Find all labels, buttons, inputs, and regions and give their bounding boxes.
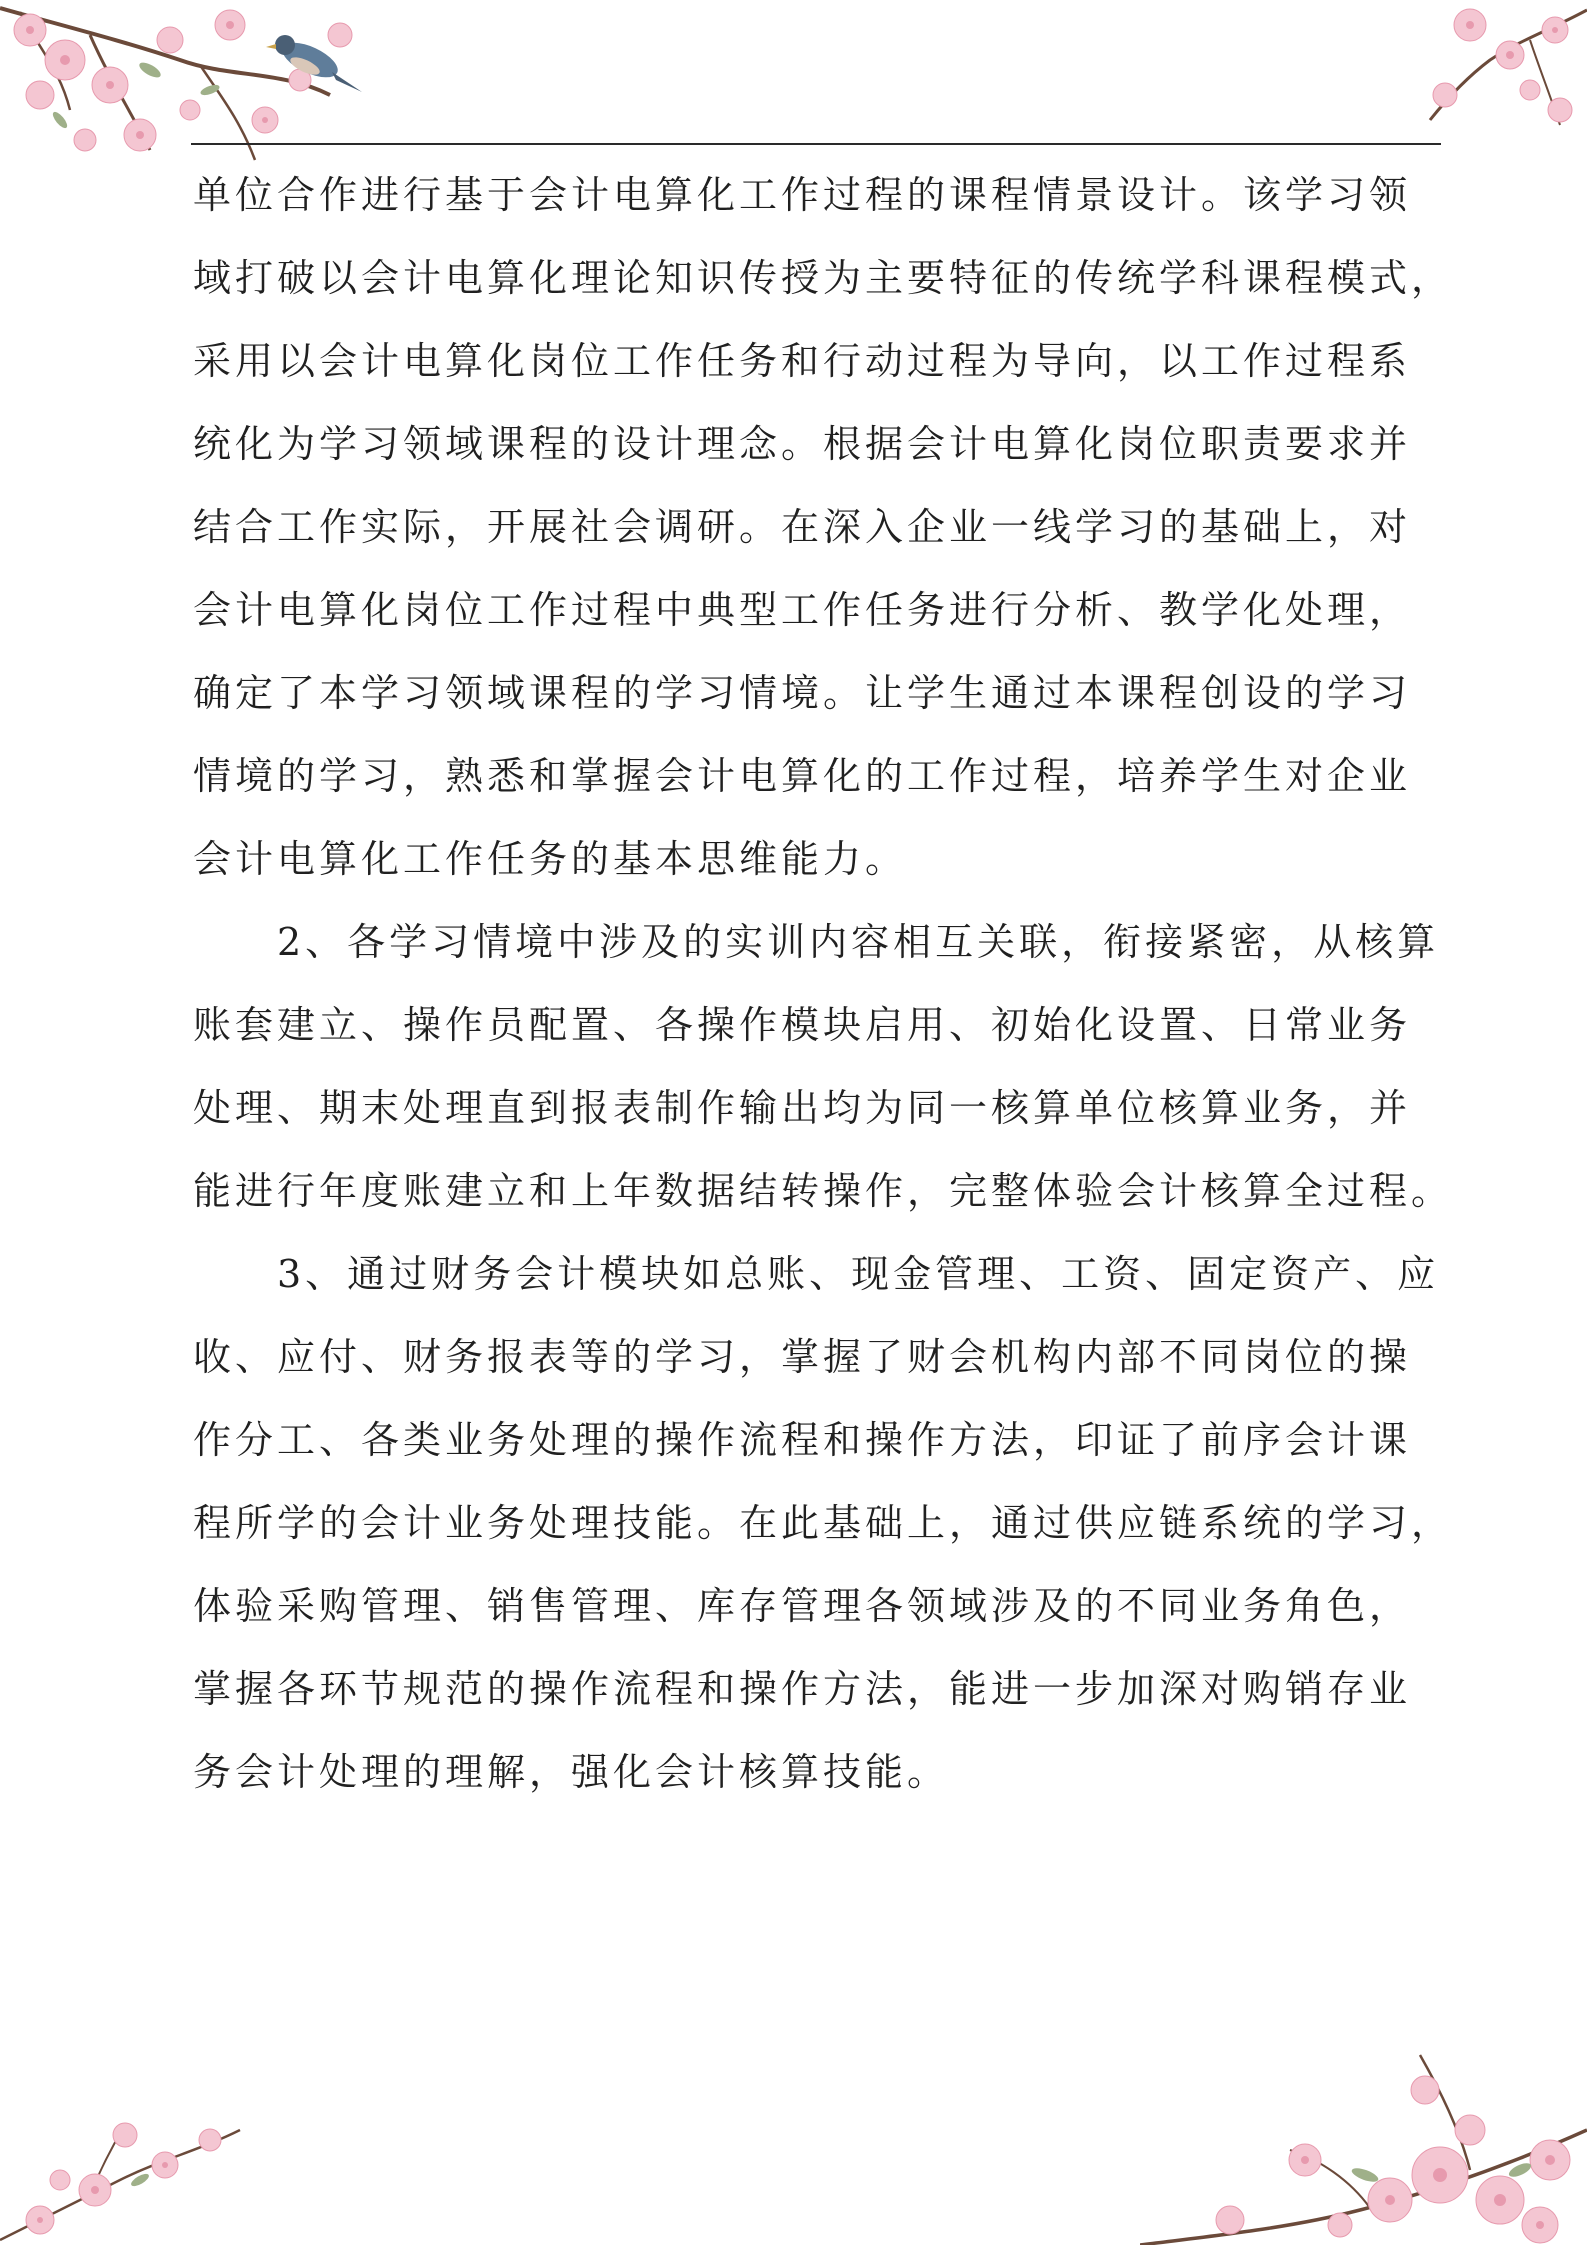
body-line: 处理、期末处理直到报表制作输出均为同一核算单位核算业务，并 xyxy=(193,1086,1412,1130)
body-line: 账套建立、操作员配置、各操作模块启用、初始化设置、日常业务 xyxy=(193,1003,1412,1047)
cherry-blossom-cluster-decoration xyxy=(1140,2050,1587,2245)
cherry-blossom-branch-decoration xyxy=(1410,0,1587,130)
body-line: 收、应付、财务报表等的学习，掌握了财会机构内部不同岗位的操 xyxy=(193,1335,1412,1379)
header-rule xyxy=(191,143,1441,145)
body-line: 能进行年度账建立和上年数据结转操作，完整体验会计核算全过程。 xyxy=(193,1169,1454,1213)
body-line: 会计电算化工作任务的基本思维能力。 xyxy=(193,837,908,881)
cherry-blossom-bird-decoration xyxy=(0,0,400,175)
body-line: 程所学的会计业务处理技能。在此基础上，通过供应链系统的学习， xyxy=(193,1501,1454,1545)
body-line: 作分工、各类业务处理的操作流程和操作方法，印证了前序会计课 xyxy=(193,1418,1412,1462)
paragraph-3-line: 3、通过财务会计模块如总账、现金管理、工资、固定资产、应 xyxy=(193,1252,1440,1296)
cherry-blossom-sprig-decoration xyxy=(0,2110,260,2245)
body-line: 采用以会计电算化岗位工作任务和行动过程为导向，以工作过程系 xyxy=(193,339,1412,383)
body-line: 结合工作实际，开展社会调研。在深入企业一线学习的基础上，对 xyxy=(193,505,1412,549)
body-line: 单位合作进行基于会计电算化工作过程的课程情景设计。该学习领 xyxy=(193,173,1412,217)
document-body xyxy=(193,165,1454,1825)
body-line: 务会计处理的理解，强化会计核算技能。 xyxy=(193,1750,950,1794)
body-line: 掌握各环节规范的操作流程和操作方法，能进一步加深对购销存业 xyxy=(193,1667,1412,1711)
body-line: 域打破以会计电算化理论知识传授为主要特征的传统学科课程模式， xyxy=(193,256,1454,300)
body-line: 体验采购管理、销售管理、库存管理各领域涉及的不同业务角色， xyxy=(193,1584,1412,1628)
body-line: 确定了本学习领域课程的学习情境。让学生通过本课程创设的学习 xyxy=(193,671,1412,715)
body-line: 会计电算化岗位工作过程中典型工作任务进行分析、教学化处理， xyxy=(193,588,1412,632)
body-line: 情境的学习，熟悉和掌握会计电算化的工作过程，培养学生对企业 xyxy=(193,754,1412,798)
body-line: 统化为学习领域课程的设计理念。根据会计电算化岗位职责要求并 xyxy=(193,422,1412,466)
paragraph-2-line: 2、各学习情境中涉及的实训内容相互关联，衔接紧密，从核算 xyxy=(193,920,1440,964)
